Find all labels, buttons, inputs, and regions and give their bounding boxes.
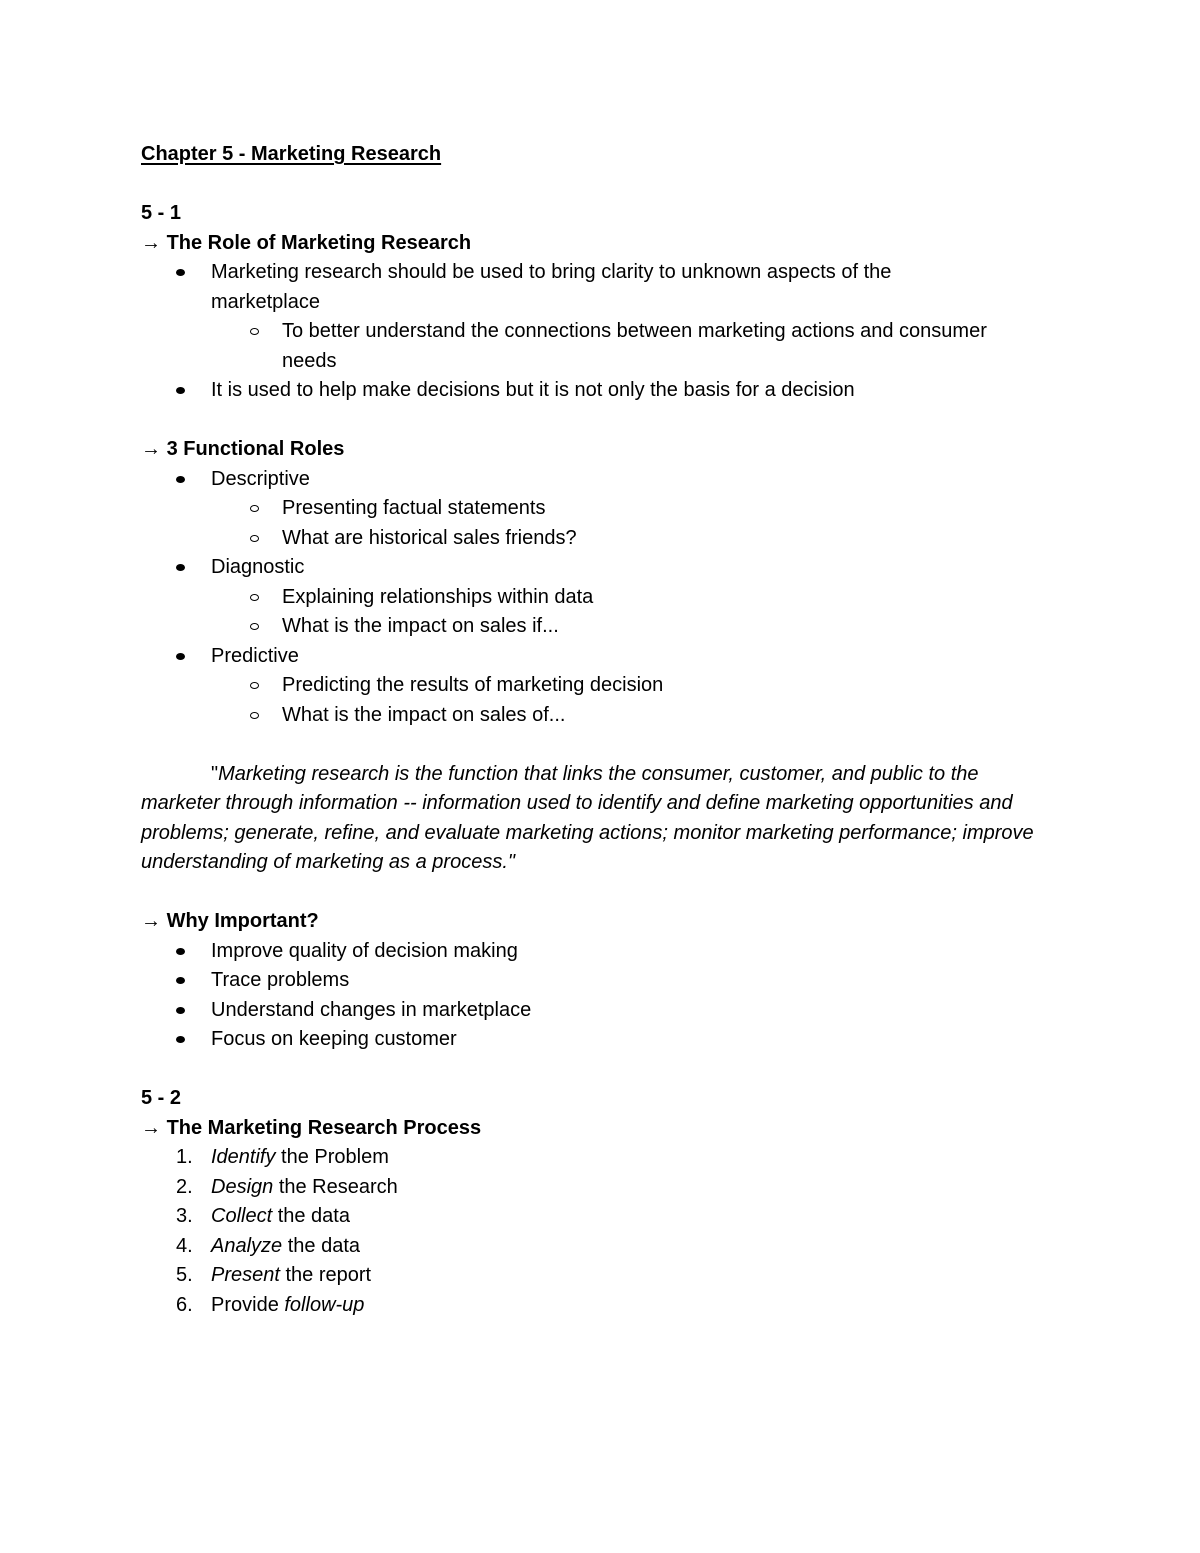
- spacer: [141, 1055, 1061, 1085]
- bullet-item: [141, 1025, 1061, 1055]
- section-heading-functional-roles: [141, 435, 1061, 465]
- bullet-item: [141, 258, 1061, 288]
- quote-text: Marketing research is the function that links the consumer, customer, and public to the marketer through information -- information used to identify and define marketing opportunities and problems; generate, refine, and evaluate marketing actions; monitor marketing performance; improve understanding of marketing as a process.": [141, 762, 1034, 873]
- bullet-dot-icon: [176, 1007, 185, 1014]
- section-heading-why-important: [141, 907, 1061, 937]
- bullet-circle-icon: [250, 535, 259, 542]
- bullet-text: Trace problems: [211, 969, 350, 991]
- section-number-5-1: 5 - 1: [141, 202, 182, 224]
- step-rest: the Problem: [275, 1146, 389, 1168]
- numbered-step: [141, 1143, 1061, 1173]
- document-page: [141, 140, 1061, 1320]
- sub-bullet-text: What are historical sales friends?: [282, 526, 577, 549]
- bullet-dot-icon: [176, 1036, 185, 1043]
- sub-bullet-item: [141, 524, 1061, 554]
- arrow-right-icon: →: [141, 438, 161, 460]
- bullet-circle-icon: [250, 505, 259, 512]
- bullet-text: Understand changes in marketplace: [211, 998, 532, 1021]
- spacer: [141, 406, 1061, 436]
- sub-bullet-text: To better understand the connections between marketing actions and consumer: [282, 320, 987, 342]
- sub-bullet-item: [141, 494, 1061, 524]
- bullet-item: [141, 966, 1061, 996]
- sub-bullet-item: [141, 701, 1061, 731]
- bullet-text: Marketing research should be used to bring clarity to unknown aspects of the: [211, 261, 892, 283]
- bullet-text: Diagnostic: [211, 556, 305, 578]
- bullet-text: Predictive: [211, 644, 299, 667]
- bullet-item: [141, 996, 1061, 1026]
- bullet-text: Descriptive: [211, 467, 310, 490]
- bullet-item: [141, 937, 1061, 967]
- sub-bullet-text: Presenting factual statements: [282, 497, 546, 519]
- step-rest: the data: [282, 1234, 360, 1257]
- bullet-dot-icon: [176, 476, 185, 483]
- bullet-item: [141, 465, 1061, 495]
- step-verb: Collect: [211, 1205, 273, 1227]
- sub-bullet-item: [141, 317, 1061, 347]
- step-verb: Identify: [211, 1146, 276, 1168]
- arrow-right-icon: →: [141, 910, 161, 932]
- spacer: [141, 170, 1061, 200]
- heading-text: 3 Functional Roles: [166, 438, 345, 460]
- arrow-right-icon: →: [141, 1116, 161, 1139]
- step-pre: Provide: [211, 1293, 285, 1316]
- step-number: 2.: [176, 1175, 193, 1198]
- bullet-text: Improve quality of decision making: [211, 939, 518, 962]
- heading-text: The Role of Marketing Research: [166, 231, 472, 254]
- definition-quote: [141, 760, 1046, 878]
- sub-bullet-text: needs: [282, 349, 337, 372]
- spacer: [141, 730, 1061, 760]
- bullet-item: [141, 553, 1061, 583]
- step-number: 5.: [176, 1264, 193, 1286]
- sub-bullet-item: [141, 671, 1061, 701]
- bullet-text: marketplace: [211, 290, 320, 313]
- numbered-step: [141, 1232, 1061, 1262]
- bullet-item: [141, 642, 1061, 672]
- bullet-text: It is used to help make decisions but it is not only the basis for a decision: [211, 379, 855, 401]
- section-heading-research-process: [141, 1114, 1061, 1144]
- sub-bullet-text: What is the impact on sales if...: [282, 615, 559, 637]
- section-number-5-2: 5 - 2: [141, 1087, 182, 1109]
- bullet-text: Focus on keeping customer: [211, 1028, 457, 1050]
- step-rest: the Research: [273, 1175, 398, 1198]
- bullet-dot-icon: [176, 948, 185, 955]
- bullet-continuation: [141, 288, 1061, 318]
- numbered-step: [141, 1261, 1061, 1291]
- bullet-dot-icon: [176, 269, 185, 276]
- sub-bullet-item: [141, 612, 1061, 642]
- bullet-item: [141, 376, 1061, 406]
- step-number: 3.: [176, 1205, 193, 1227]
- spacer: [141, 878, 1061, 908]
- step-rest: the report: [279, 1264, 372, 1286]
- arrow-right-icon: →: [141, 231, 161, 254]
- step-number: 6.: [176, 1293, 193, 1316]
- step-verb: Present: [211, 1264, 280, 1286]
- chapter-title: Chapter 5 - Marketing Research: [141, 143, 442, 165]
- heading-text: The Marketing Research Process: [166, 1116, 482, 1139]
- numbered-step: [141, 1173, 1061, 1203]
- bullet-circle-icon: [250, 623, 259, 630]
- step-number: 1.: [176, 1146, 193, 1168]
- step-number: 4.: [176, 1234, 193, 1257]
- quote-open-mark: ": [211, 762, 219, 785]
- bullet-circle-icon: [250, 594, 259, 601]
- bullet-dot-icon: [176, 977, 185, 984]
- sub-bullet-item: [141, 583, 1061, 613]
- bullet-circle-icon: [250, 682, 259, 689]
- bullet-circle-icon: [250, 328, 259, 335]
- sub-bullet-text: Explaining relationships within data: [282, 585, 594, 608]
- numbered-step: [141, 1202, 1061, 1232]
- bullet-dot-icon: [176, 653, 185, 660]
- sub-bullet-text: What is the impact on sales of...: [282, 703, 566, 726]
- heading-text: Why Important?: [166, 910, 319, 932]
- sub-bullet-continuation: [141, 347, 1061, 377]
- sub-bullet-text: Predicting the results of marketing decision: [282, 674, 664, 696]
- bullet-circle-icon: [250, 712, 259, 719]
- step-verb: Analyze: [211, 1234, 283, 1257]
- step-verb: Design: [211, 1175, 274, 1198]
- bullet-dot-icon: [176, 564, 185, 571]
- step-rest: the data: [272, 1205, 350, 1227]
- numbered-step: [141, 1291, 1061, 1321]
- section-heading-role: [141, 229, 1061, 259]
- step-verb: follow-up: [284, 1293, 365, 1316]
- bullet-dot-icon: [176, 387, 185, 394]
